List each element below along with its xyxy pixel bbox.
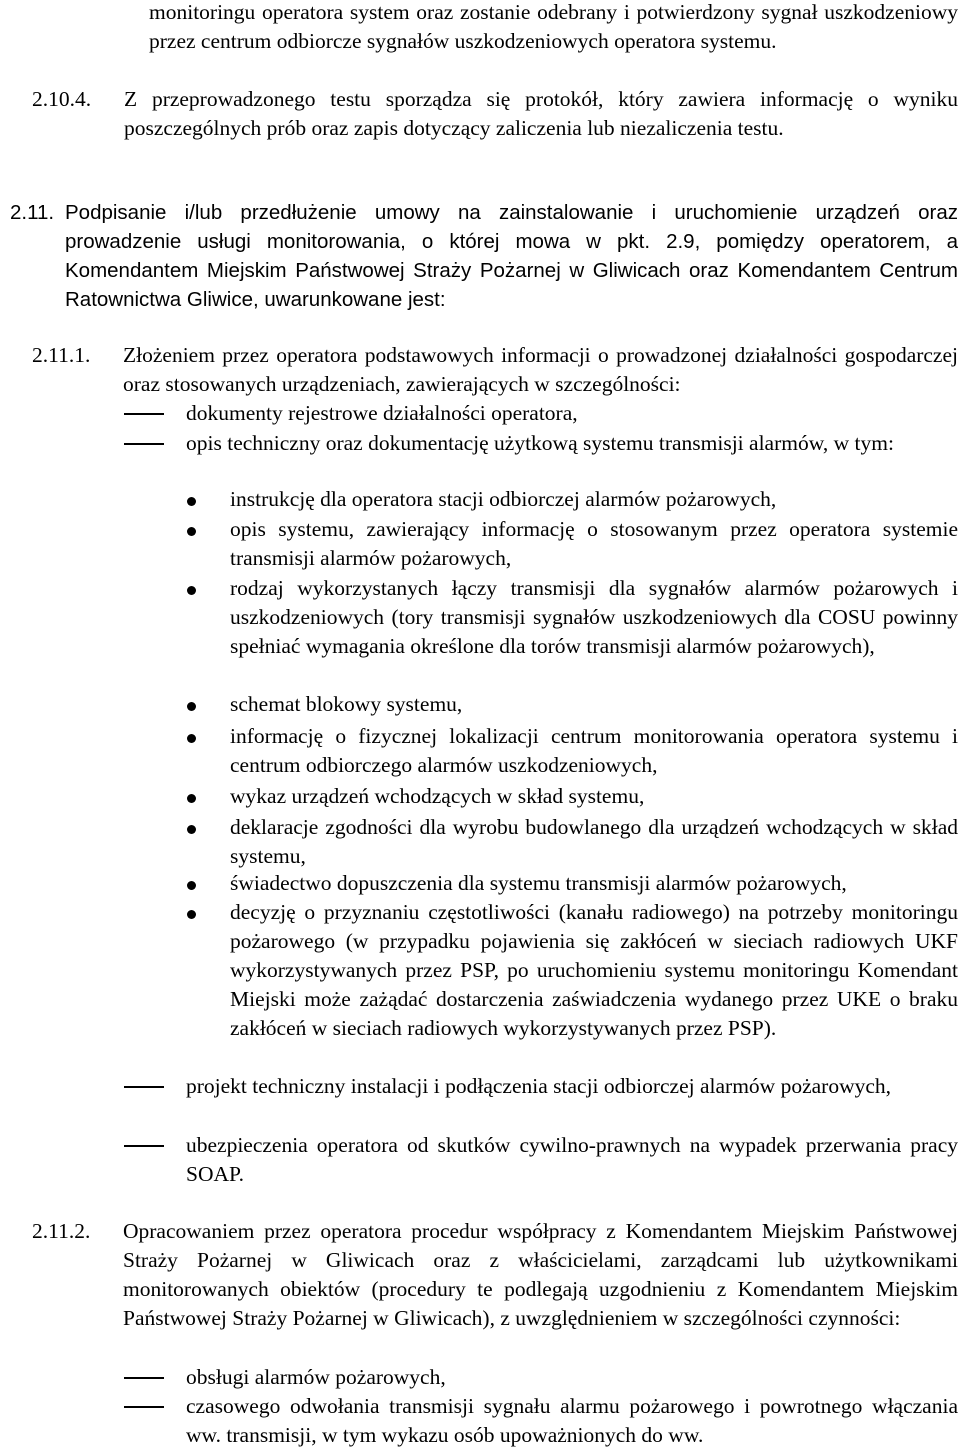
section-number-2-11-2: 2.11.2. — [32, 1219, 91, 1243]
dash-item: dokumenty rejestrowe działalności operatora, — [186, 401, 578, 425]
section-2-11-1-text: Złożeniem przez operatora podstawowych informacji o prowadzonej działalności gospodarczej oraz stosowanych urządzeniach, zawierających w szczególności: — [123, 343, 958, 396]
dash-item: obsługi alarmów pożarowych, — [186, 1365, 446, 1389]
dash-marker — [124, 1086, 164, 1088]
bullet-marker — [187, 734, 196, 743]
dash-item: projekt techniczny instalacji i podłączenia stacji odbiorczej alarmów pożarowych, — [186, 1074, 892, 1098]
bullet-item: decyzję o przyznaniu częstotliwości (kanału radiowego) na potrzeby monitoringu pożarowego (w przypadku pojawienia się zakłóceń w sieciach radiowych UKF wykorzystywanych przez PSP, po uruchomieniu systemu monitoringu Komendant Miejski może zażądać dostarczenia zaświadczenia wydanego przez UKE o braku zakłóceń w sieciach radiowych wykorzystywanych przez PSP). — [230, 900, 958, 1040]
bullet-item: opis systemu, zawierający informację o stosowanym przez operatora systemie transmisji alarmów pożarowych, — [230, 517, 958, 570]
dash-marker — [124, 1406, 164, 1408]
dash-item: opis techniczny oraz dokumentację użytkową systemu transmisji alarmów, w tym: — [186, 431, 894, 455]
dash-item: ubezpieczenia operatora od skutków cywilno-prawnych na wypadek przerwania pracy SOAP. — [186, 1133, 958, 1186]
section-number-2-10-4: 2.10.4. — [32, 87, 92, 111]
bullet-marker — [187, 794, 196, 803]
section-2-11-text: Podpisanie i/lub przedłużenie umowy na zainstalowanie i uruchomienie urządzeń oraz prowadzenie usługi monitorowania, o której mowa w pkt. 2.9, pomiędzy operatorem, a Komendantem Miejskim Państwowej Straży Pożarnej w Gliwicach oraz Komendantem Centrum Ratownictwa Gliwice, uwarunkowane jest: — [65, 201, 958, 311]
bullet-item: świadectwo dopuszczenia dla systemu transmisji alarmów pożarowych, — [230, 871, 847, 895]
dash-marker — [124, 1377, 164, 1379]
bullet-item: wykaz urządzeń wchodzących w skład systemu, — [230, 784, 645, 808]
dash-marker — [124, 413, 164, 415]
bullet-marker — [187, 586, 196, 595]
bullet-marker — [187, 497, 196, 506]
bullet-item: rodzaj wykorzystanych łączy transmisji dla sygnałów alarmów pożarowych i uszkodzeniowych (tory transmisji sygnałów uszkodzeniowych dla COSU powinny spełniać wymagania określone dla torów transmisji alarmów pożarowych), — [230, 576, 958, 658]
intro-paragraph: monitoringu operatora system oraz zostanie odebrany i potwierdzony sygnał uszkodzeniowy przez centrum odbiorcze sygnałów uszkodzeniowych operatora systemu. — [149, 0, 958, 53]
bullet-item: schemat blokowy systemu, — [230, 692, 463, 716]
section-2-10-4-text: Z przeprowadzonego testu sporządza się protokół, który zawiera informację o wyniku poszczególnych prób oraz zapis dotyczący zaliczenia lub niezaliczenia testu. — [124, 87, 958, 140]
bullet-marker — [187, 881, 196, 890]
dash-marker — [124, 443, 164, 445]
bullet-item: instrukcję dla operatora stacji odbiorczej alarmów pożarowych, — [230, 487, 777, 511]
bullet-marker — [187, 910, 196, 919]
section-2-11-2-text: Opracowaniem przez operatora procedur współpracy z Komendantem Miejskim Państwowej Straży Pożarnej w Gliwicach oraz z właścicielami, zarządcami lub użytkownikami monitorowanych obiektów (procedury te podlegają uzgodnieniu z Komendantem Miejskim Państwowej Straży Pożarnej w Gliwicach), z uwzględnieniem w szczególności czynności: — [123, 1219, 958, 1330]
section-number-2-11: 2.11. — [10, 201, 55, 224]
bullet-item: informację o fizycznej lokalizacji centrum monitorowania operatora systemu i centrum odbiorczego alarmów uszkodzeniowych, — [230, 724, 958, 777]
bullet-item: deklaracje zgodności dla wyrobu budowlanego dla urządzeń wchodzących w skład systemu, — [230, 815, 958, 868]
bullet-marker — [187, 527, 196, 536]
dash-marker — [124, 1145, 164, 1147]
dash-item: czasowego odwołania transmisji sygnału alarmu pożarowego i powrotnego włączania ww. transmisji, w tym wykazu osób upoważnionych do ww. — [186, 1394, 958, 1447]
section-number-2-11-1: 2.11.1. — [32, 343, 91, 367]
bullet-marker — [187, 702, 196, 711]
bullet-marker — [187, 825, 196, 834]
